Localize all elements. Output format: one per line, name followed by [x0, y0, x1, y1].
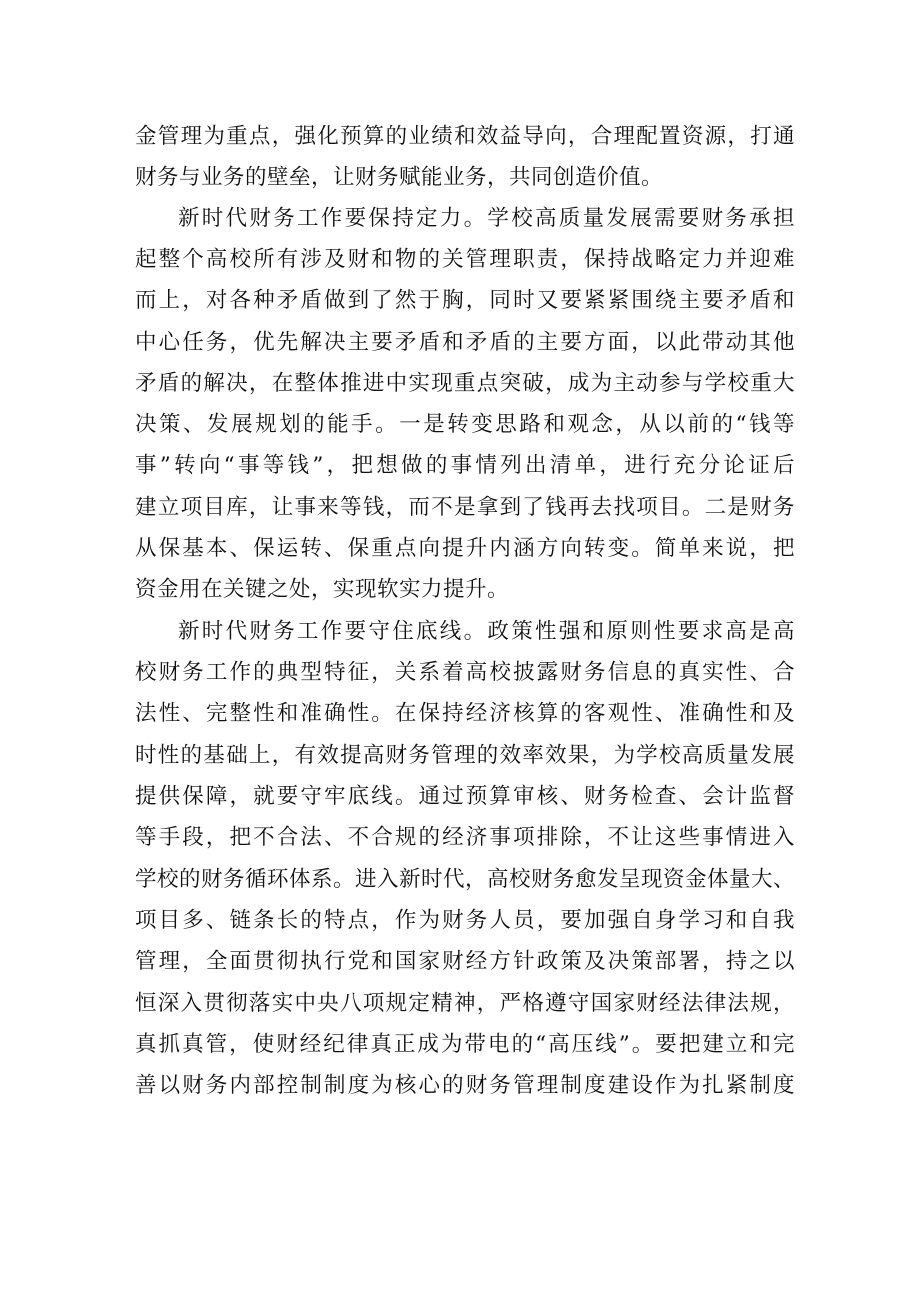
- paragraph-first-line: 新时代财务工作要守住底线。政策性强和原则性要求高是高: [178, 619, 795, 644]
- text-line: 管理，全面贯彻执行党和国家财经方针政策及决策部署，持之以: [135, 949, 795, 974]
- text-line: 起整个高校所有涉及财和物的关管理职责，保持战略定力并迎难: [135, 247, 795, 272]
- text-line: 法性、完整性和准确性。在保持经济核算的客观性、准确性和及: [135, 701, 795, 726]
- text-line: 项目多、链条长的特点，作为财务人员，要加强自身学习和自我: [135, 908, 795, 933]
- text-line: 校财务工作的典型特征，关系着高校披露财务信息的真实性、合: [135, 660, 795, 685]
- text-line: 财务与业务的壁垒，让财务赋能业务，共同创造价值。: [135, 165, 664, 190]
- text-line: 建立项目库，让事来等钱，而不是拿到了钱再去找项目。二是财务: [135, 495, 795, 520]
- text-line: 时性的基础上，有效提高财务管理的效率效果，为学校高质量发展: [135, 743, 795, 768]
- text-line: 学校的财务循环体系。进入新时代，高校财务愈发呈现资金体量大、: [135, 867, 796, 892]
- text-line: 事”转向“事等钱”，把想做的事情列出清单，进行充分论证后: [135, 453, 795, 478]
- text-line: 矛盾的解决，在整体推进中实现重点突破，成为主动参与学校重大: [135, 371, 795, 396]
- text-line: 中心任务，优先解决主要矛盾和矛盾的主要方面，以此带动其他: [135, 330, 795, 355]
- text-line: 真抓真管，使财经纪律真正成为带电的“高压线”。要把建立和完: [135, 1032, 795, 1057]
- text-line: 从保基本、保运转、保重点向提升内涵方向转变。简单来说，把: [135, 536, 795, 561]
- paragraph-first-line: 新时代财务工作要保持定力。学校高质量发展需要财务承担: [178, 206, 795, 231]
- text-line: 资金用在关键之处，实现软实力提升。: [135, 577, 510, 602]
- text-line: 提供保障，就要守牢底线。通过预算审核、财务检查、会计监督: [135, 784, 795, 809]
- text-line: 决策、发展规划的能手。一是转变思路和观念，从以前的“钱等: [135, 412, 795, 437]
- text-line: 善以财务内部控制制度为核心的财务管理制度建设作为扎紧制度: [135, 1073, 795, 1098]
- text-line: 金管理为重点，强化预算的业绩和效益导向，合理配置资源，打通: [135, 124, 795, 149]
- text-line: 恒深入贯彻落实中央八项规定精神，严格遵守国家财经法律法规，: [135, 991, 795, 1016]
- text-line: 等手段，把不合法、不合规的经济事项排除，不让这些事情进入: [135, 825, 795, 850]
- text-line: 而上，对各种矛盾做到了然于胸，同时又要紧紧围绕主要矛盾和: [135, 288, 795, 313]
